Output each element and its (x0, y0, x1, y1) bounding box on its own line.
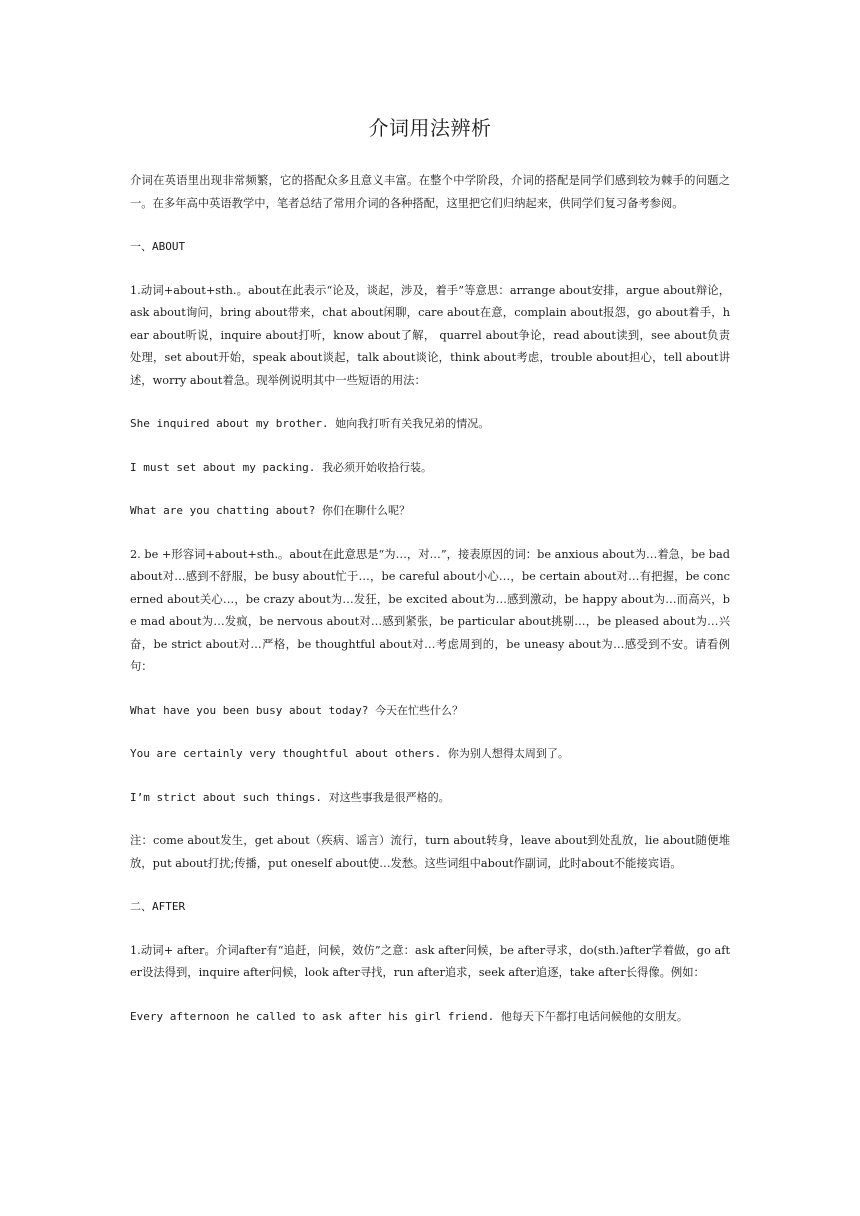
example-sentence: She inquired about my brother. 她向我打听有关我兄弟的情况。 (130, 417, 490, 430)
document-body (130, 170, 730, 1049)
example-sentence: You are certainly very thoughtful about others. 你为别人想得太周到了。 (130, 747, 569, 760)
section-heading-after: 二、AFTER (130, 900, 186, 913)
example-sentence: What are you chatting about? 你们在聊什么呢？ (130, 504, 411, 517)
intro-paragraph: 介词在英语里出现非常频繁，它的搭配众多且意义丰富。在整个中学阶段，介词的搭配是同学们感到较为棘手的问题之一。在多年高中英语教学中，笔者总结了常用介词的各种搭配，这里把它们归纳起来，供同学们复习备考参阅。 (130, 174, 730, 210)
example-sentence: What have you been busy about today? 今天在忙些什么？ (130, 703, 464, 717)
note-paragraph: 注：come about发生，get about（疾病、谣言）流行，turn about转身，leave about到处乱放，lie about随便堆放，put about打扰;传播，put oneself about使…发愁。这些词组中about作副词，此时about不能接宾语。 (130, 834, 730, 870)
example-sentence: Every afternoon he called to ask after his girl friend. 他每天下午都打电话问候他的女朋友。 (130, 1009, 688, 1023)
document-title: 介词用法辨析 (368, 116, 492, 140)
example-sentence: I’m strict about such things. 对这些事我是很严格的。 (130, 790, 450, 804)
about-verb-paragraph: 1.动词+about+sth.。about在此表示“论及，谈起，涉及，着手”等意思：arrange about安排，argue about辩论，ask about询问，bring about带来，chat about闲聊，care about在意，complain about报怨，go about着手，hear about听说，inquire about打听，know about了解， quarrel about争论，read about读到，see about负责处理，set about开始，speak about谈起，talk about谈论，think about考虑，trouble about担心，tell about讲述，worry about着急。现举例说明其中一些短语的用法： (130, 283, 730, 387)
after-verb-paragraph: 1.动词+ after。介词after有“追赶，问候，效仿”之意：ask after问候，be after寻求，do(sth.)after学着做，go after设法得到，inquire after问候，look after寻找，run after追求，seek after追逐，take after长得像。例如： (130, 943, 730, 979)
about-adjective-paragraph: 2. be +形容词+about+sth.。about在此意思是“为…，对…”，接表原因的词：be anxious about为…着急，be bad about对…感到不舒服，be busy about忙于…，be careful about小心…，be certain about对…有把握，be concerned about关心…，be crazy about为…发狂，be excited about为…感到激动，be happy about为…而高兴，be mad about为…发疯，be nervous about对…感到紧张，be particular about挑剔…，be pleased about为…兴奋，be strict about对…严格，be thoughtful about对…考虑周到的，be uneasy about为…感受到不安。请看例句： (130, 547, 730, 673)
example-sentence: I must set about my packing. 我必须开始收拾行装。 (130, 460, 433, 474)
section-heading-about: 一、ABOUT (130, 240, 186, 253)
